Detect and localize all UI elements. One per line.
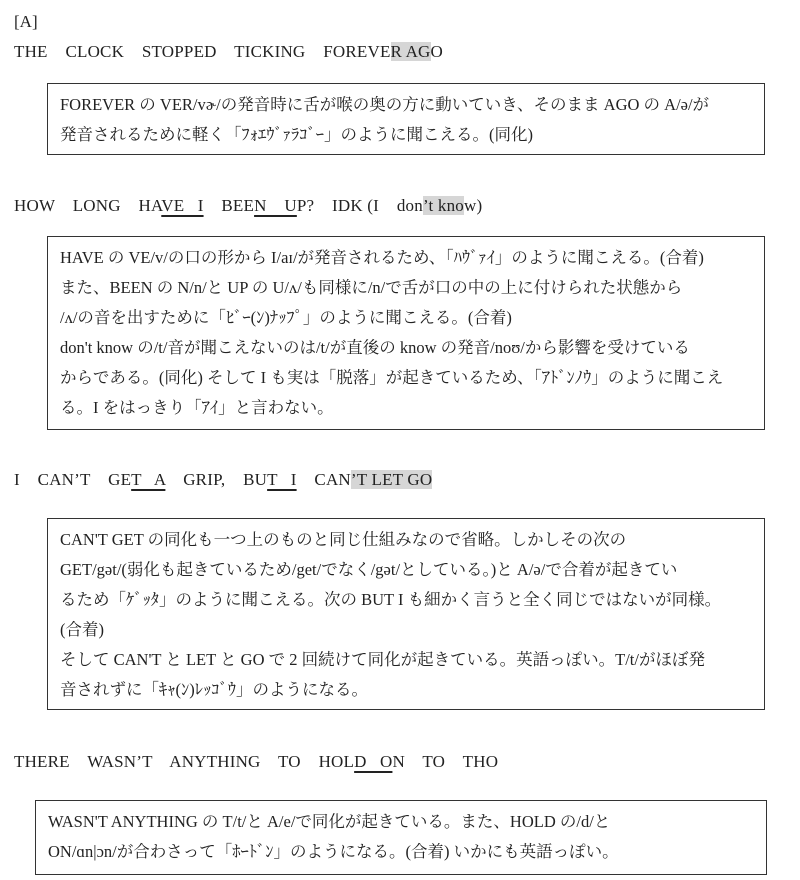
explanation-line: HAVE の VE/v/の口の形から I/aɪ/が発音されるため、「ﾊｳﾞｧｲ」のように聞こえる。(合着) bbox=[60, 248, 704, 267]
lyric-text: N TO THO bbox=[392, 752, 499, 771]
highlight-span: ’T LET GO bbox=[350, 470, 433, 489]
explanation-line: る。I をはっきり「ｱｲ」と言わない。 bbox=[60, 398, 334, 417]
explanation-line: るため「ｹﾞｯﾀ」のように聞こえる。次の BUT I も細かく言うと全く同じではないが同様。 bbox=[60, 590, 722, 609]
explanation-box-4 bbox=[35, 800, 767, 875]
explanation-line: /ʌ/の音を出すために「ﾋﾞｰ(ﾝ)ﾅｯﾌﾟ」のように聞こえる。(合着) bbox=[60, 308, 512, 327]
lyric-line-4 bbox=[14, 752, 498, 772]
explanation-line: 音されずに「ｷｬ(ﾝ)ﾚｯｺﾞｳ」のようになる。 bbox=[60, 680, 368, 699]
explanation-box-1 bbox=[47, 83, 765, 155]
underline-span: T A bbox=[131, 470, 166, 489]
explanation-line: don't know の/t/音が聞こえないのは/t/が直後の know の発音/noʊ/から影響を受けている bbox=[60, 338, 690, 357]
lyric-text: O bbox=[430, 42, 444, 61]
explanation-line: からである。(同化) そして I も実は「脱落」が起きているため、「ｱﾄﾞﾝﾉｳ」のように聞こえ bbox=[60, 368, 724, 387]
explanation-line: WASN'T ANYTHING の T/t/と A/e/で同化が起きている。また、HOLD の/d/と bbox=[48, 812, 611, 831]
lyric-text: I CAN’T GE bbox=[14, 470, 132, 489]
lyric-line-1 bbox=[14, 42, 443, 62]
lyric-text: BEE bbox=[203, 196, 255, 215]
lyric-text: P? IDK (I don bbox=[296, 196, 423, 215]
lyric-text: GRIP, BU bbox=[165, 470, 268, 489]
lyric-text: w) bbox=[463, 196, 483, 215]
underline-span: D O bbox=[354, 752, 393, 771]
explanation-line: そして CAN'T と LET と GO で 2 回続けて同化が起きている。英語っぽい。T/t/がほぼ発 bbox=[60, 650, 705, 669]
lyric-text: HOW LONG HA bbox=[14, 196, 162, 215]
explanation-line: また、BEEN の N/n/と UP の U/ʌ/も同様に/n/で舌が口の中の上に付けられた状態から bbox=[60, 278, 683, 297]
underline-span: N U bbox=[254, 196, 297, 215]
highlight-span: R AG bbox=[390, 42, 431, 61]
lyric-line-2 bbox=[14, 196, 482, 216]
lyric-text: THE CLOCK STOPPED TICKING FOREVE bbox=[14, 42, 391, 61]
section-label: [A] bbox=[14, 12, 38, 31]
highlight-span: ’t kno bbox=[422, 196, 464, 215]
lyric-text: CAN bbox=[296, 470, 351, 489]
underline-span: VE I bbox=[161, 196, 204, 215]
explanation-line: CAN'T GET の同化も一つ上のものと同じ仕組みなので省略。しかしその次の bbox=[60, 530, 627, 549]
explanation-line: GET/gət/(弱化も起きているため/get/でなく/gət/としている。)と A/ə/で合着が起きてい bbox=[60, 560, 678, 579]
explanation-line: FOREVER の VER/vɚ/の発音時に舌が喉の奥の方に動いていき、そのまま AGO の A/ə/が bbox=[60, 95, 710, 114]
explanation-line: (合着) bbox=[60, 620, 104, 639]
explanation-box-3 bbox=[47, 518, 765, 710]
explanation-line: ON/ɑn|ɔn/が合わさって「ﾎｰﾄﾞﾝ」のようになる。(合着) いかにも英語っぽい。 bbox=[48, 842, 619, 861]
underline-span: T I bbox=[267, 470, 297, 489]
explanation-box-2 bbox=[47, 236, 765, 430]
lyric-text: THERE WASN’T ANYTHING TO HOL bbox=[14, 752, 355, 771]
lyric-line-3 bbox=[14, 470, 432, 490]
explanation-line: 発音されるために軽く「ﾌｫｴｳﾞｧﾗｺﾞｰ」のように聞こえる。(同化) bbox=[60, 125, 533, 144]
